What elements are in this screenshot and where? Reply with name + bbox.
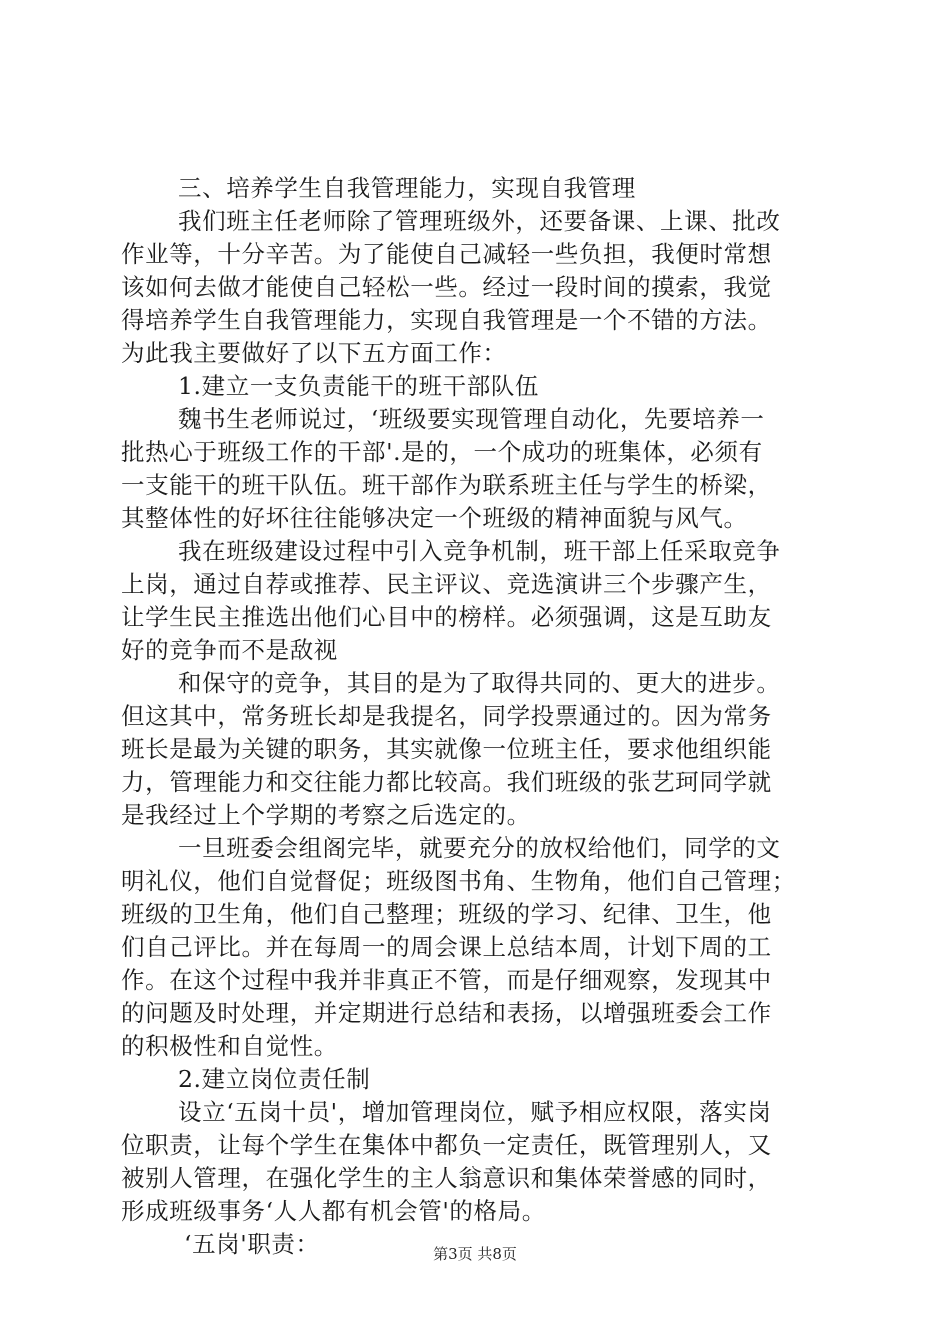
paragraph-line: 位职责，让每个学生在集体中都负一定责任，既管理别人，又	[121, 1131, 772, 1159]
paragraph-line: 魏书生老师说过，‘班级要实现管理自动化，先要培养一	[178, 405, 765, 433]
subsection-heading: 1.建立一支负责能干的班干部队伍	[178, 372, 540, 400]
paragraph-line: 其整体性的好坏往往能够决定一个班级的精神面貌与风气。	[121, 504, 748, 532]
paragraph-line: 上岗，通过自荐或推荐、民主评议、竞选演讲三个步骤产生，	[121, 570, 772, 598]
paragraph-line: 我在班级建设过程中引入竞争机制，班干部上任采取竞争	[178, 537, 781, 565]
paragraph-line: 批热心于班级工作的干部'.是的，一个成功的班集体，必须有	[121, 438, 763, 466]
paragraph-line: 的积极性和自觉性。	[121, 1032, 338, 1060]
paragraph-line: 该如何去做才能使自己轻松一些。经过一段时间的摸索，我觉	[121, 273, 772, 301]
paragraph-line: ‘五岗'职责：	[184, 1230, 320, 1258]
paragraph-line: 但这其中，常务班长却是我提名，同学投票通过的。因为常务	[121, 702, 772, 730]
paragraph-line: 们自己评比。并在每周一的周会课上总结本周，计划下周的工	[121, 933, 772, 961]
paragraph-line: 好的竞争而不是敌视	[121, 636, 338, 664]
paragraph-line: 得培养学生自我管理能力，实现自我管理是一个不错的方法。	[121, 306, 772, 334]
paragraph-line: 是我经过上个学期的考察之后选定的。	[121, 801, 531, 829]
paragraph-line: 班长是最为关键的职务，其实就像一位班主任，要求他组织能	[121, 735, 772, 763]
paragraph-line: 明礼仪，他们自觉督促；班级图书角、生物角，他们自己管理；	[121, 867, 796, 895]
paragraph-line: 班级的卫生角，他们自己整理；班级的学习、纪律、卫生，他	[121, 900, 772, 928]
paragraph-line: 形成班级事务‘人人都有机会管'的格局。	[121, 1197, 546, 1225]
paragraph-line: 让学生民主推选出他们心目中的榜样。必须强调，这是互助友	[121, 603, 772, 631]
paragraph-line: 一旦班委会组阁完毕，就要充分的放权给他们，同学的文	[178, 834, 781, 862]
subsection-heading: 2.建立岗位责任制	[178, 1065, 371, 1093]
page-footer: 第3页 共8页	[433, 1245, 517, 1263]
paragraph-line: 和保守的竞争，其目的是为了取得共同的、更大的进步。	[178, 669, 781, 697]
paragraph-line: 一支能干的班干队伍。班干部作为联系班主任与学生的桥梁，	[121, 471, 772, 499]
paragraph-line: 作业等，十分辛苦。为了能使自己减轻一些负担，我便时常想	[121, 240, 772, 268]
paragraph-line: 我们班主任老师除了管理班级外，还要备课、上课、批改	[178, 207, 781, 235]
paragraph-line: 力，管理能力和交往能力都比较高。我们班级的张艺珂同学就	[121, 768, 772, 796]
section-heading: 三、培养学生自我管理能力，实现自我管理	[178, 174, 636, 202]
paragraph-line: 为此我主要做好了以下五方面工作：	[121, 339, 507, 367]
paragraph-line: 设立‘五岗十员'，增加管理岗位，赋予相应权限，落实岗	[178, 1098, 772, 1126]
paragraph-line: 被别人管理，在强化学生的主人翁意识和集体荣誉感的同时，	[121, 1164, 772, 1192]
paragraph-line: 的问题及时处理，并定期进行总结和表扬，以增强班委会工作	[121, 999, 772, 1027]
paragraph-line: 作。在这个过程中我并非真正不管，而是仔细观察，发现其中	[121, 966, 772, 994]
